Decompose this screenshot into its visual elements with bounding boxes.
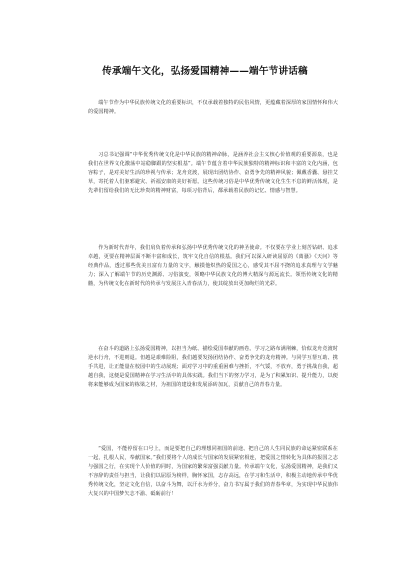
document-title: 传承端午文化，弘扬爱国精神——端午节讲话稿 — [102, 66, 308, 77]
paragraph-culture: 习总书记强调“中华优秀传统文化是中华民族的精神命脉，是涵养社会主义核心价值观的重要源泉，也是我们在世界文化激荡中站稳脚跟的坚实根基”。端午节蕴含着中华民族独特的精神标识和丰富的文化内涵，包容粽子，是对美好生活的珍视与传承；龙舟竞渡，展现出团结协作、奋勇争先的精神风貌；佩戴香囊、悬挂艾草，寄托着人们驱邪避灾、祈福安康的美好祈愿。这些传统习俗是中华优秀传统文化生生不息的鲜活体现，是先辈们留给我们的无比珍贵的精神财富，每项习俗背后，都承载着民族的记忆、情感与智慧。 — [88, 152, 338, 194]
paragraph-intro: 端午节作为中华民族传统文化的重要标识，不仅承载着独特的民俗风情，更蕴藏着深厚的家国情怀和伟大的爱国精神。 — [88, 100, 338, 115]
paragraph-youth-mission: 作为新时代青年，我们肩负着传承和弘扬中华优秀传统文化的神圣使命。不仅要在学业上刻苦钻研、追求卓越，更要在精神层面不断丰富和成长，筑牢文化自信的根基。我们可以深入研读屈原的《离骚》《天问》等经典作品，透过那些优美且富有力量的文字，触摸他炽热的爱国之心，感受其不屈不挠的追求真理与文学魅力；深入了解端午节的历史渊源、习俗演变，领略中华民族文化的博大精深与源远流长。领悟传统文化的精髓，为传统文化在新时代的传承与发展注入青春活力，使其绽放出更加绚烂的光彩。 — [88, 245, 338, 287]
paragraph-conclusion: “爱国，不能停留在口号上，而是要把自己的理想同祖国的前途、把自己的人生同民族的命运紧密联系在一起，扎根人民，奉献国家。”我们要将个人的成长与国家的发展紧密相连，把爱国之情转化为具体的报国之志与强国之行，在实现个人价值的同时，为国家的繁荣富强贡献力量。传承端午文化，弘扬爱国精神，是我们义不容辞的责任与担当，让我们以屈原为榜样，胸怀家国，志存高远，在学习和生活中，积极主动地传承中华优秀传统文化，坚定文化自信，以奋斗为舞，以汗水为养分，奋力书写属于我们的青春华章，为实现中华民族伟大复兴的中国梦矢志不渝、砥砺前行！ — [88, 446, 338, 497]
paragraph-patriotic-spirit: 在奋斗的道路上弘扬爱国精神，以担当为纸、描绘爱国奉献的画卷。学习之路布满荆棘，恰似龙舟竞渡时逆水行舟，不进则退。但越是艰难险阻，我们越要发扬团结协作、奋勇争先的龙舟精神。与同学互帮互助、携手共进，让正能量在校园中的生动展现；面对学习中的重重困难与挫折，不气馁，不放弃，勇于挑战自我，超越自我，这便是爱国精神在学习生活中的具体实践。我们当下的努力学习，是为了积累知识、提升能力，以便将来能够成为国家的栋梁之材，为祖国的建设和发展添砖加瓦，贡献自己的青春力量。 — [88, 346, 338, 388]
